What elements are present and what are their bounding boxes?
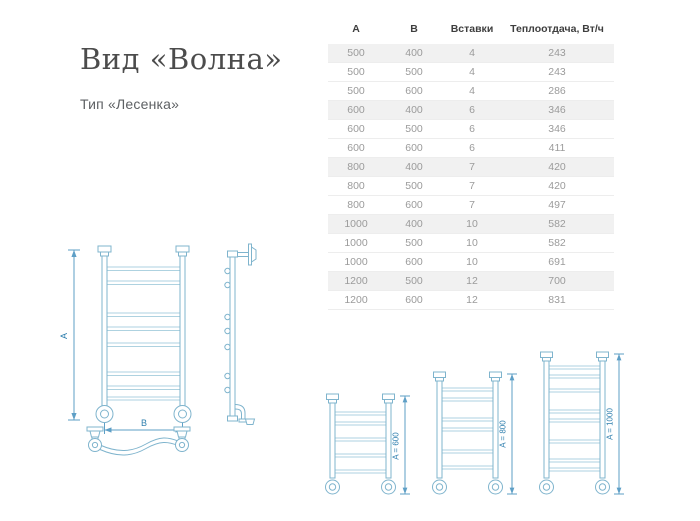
column-header-b: В — [410, 23, 418, 35]
table-cell-a: 500 — [347, 85, 365, 97]
table-cell-inserts: 10 — [466, 237, 478, 249]
table-cell-a: 1200 — [344, 294, 368, 306]
table-cell-output: 691 — [548, 256, 566, 268]
table-row — [328, 63, 614, 82]
bottom-fittings — [540, 480, 610, 494]
table-cell-a: 800 — [347, 199, 365, 211]
rungs — [334, 412, 387, 473]
top-fittings — [434, 372, 502, 381]
table-row — [328, 234, 614, 253]
table-row — [328, 196, 614, 215]
table-cell-output: 243 — [500, 44, 614, 63]
table-cell-output: 420 — [548, 180, 566, 192]
table-cell-output: 420 — [500, 158, 614, 177]
bottom-fittings — [433, 480, 503, 494]
spec-table-body — [328, 44, 614, 310]
front-view-drawing — [60, 238, 210, 436]
table-cell-inserts: 6 — [469, 123, 475, 135]
page-subtitle: Тип «Лесенка» — [80, 96, 180, 112]
table-cell-b: 400 — [384, 44, 444, 63]
bottom-fittings — [326, 480, 396, 494]
table-cell-inserts: 10 — [444, 215, 500, 234]
left-post — [102, 254, 107, 408]
table-row — [328, 120, 614, 139]
table-cell-b: 500 — [405, 123, 423, 135]
table-cell-b: 400 — [384, 215, 444, 234]
table-cell-a: 600 — [347, 123, 365, 135]
left-wall-mount — [87, 427, 103, 452]
table-cell-output: 700 — [500, 272, 614, 291]
dimension-a — [59, 250, 80, 420]
table-row — [328, 253, 614, 272]
table-cell-a: 1000 — [328, 215, 384, 234]
table-cell-inserts: 12 — [444, 272, 500, 291]
dimension-a — [606, 354, 625, 494]
top-fittings — [327, 394, 395, 403]
table-row — [328, 158, 614, 177]
table-cell-inserts: 7 — [444, 158, 500, 177]
table-cell-b: 600 — [405, 85, 423, 97]
table-cell-b: 400 — [384, 158, 444, 177]
table-cell-a: 1200 — [328, 272, 384, 291]
table-cell-b: 600 — [405, 142, 423, 154]
dimension-a — [392, 396, 411, 494]
table-cell-a: 800 — [328, 158, 384, 177]
table-cell-inserts: 7 — [469, 180, 475, 192]
table-cell-inserts: 12 — [466, 294, 478, 306]
table-cell-inserts: 4 — [469, 85, 475, 97]
right-wall-mount — [174, 427, 190, 452]
table-cell-inserts: 6 — [469, 142, 475, 154]
table-cell-inserts: 4 — [469, 66, 475, 78]
dimension-a — [499, 374, 518, 494]
table-cell-a: 1000 — [344, 256, 368, 268]
table-cell-b: 600 — [405, 199, 423, 211]
side-post — [230, 252, 235, 416]
table-row — [328, 101, 614, 120]
table-cell-output: 831 — [548, 294, 566, 306]
table-cell-a: 1000 — [344, 237, 368, 249]
rungs — [441, 388, 494, 469]
table-cell-b: 400 — [384, 101, 444, 120]
column-header-inserts: Вставки — [450, 23, 494, 35]
wave-profile-drawing — [80, 424, 210, 474]
table-cell-b: 600 — [405, 294, 423, 306]
spec-table-header — [328, 18, 614, 44]
table-cell-inserts: 10 — [466, 256, 478, 268]
table-row — [328, 139, 614, 158]
dimension-b-label: B — [140, 418, 148, 428]
wave-tube — [100, 438, 178, 455]
column-header-heat-output: Теплоотдача, Вт/ч — [510, 23, 604, 35]
size-variant-1000-drawing — [530, 346, 628, 500]
table-cell-output: 582 — [548, 237, 566, 249]
table-cell-output: 582 — [500, 215, 614, 234]
side-view-drawing — [211, 240, 261, 432]
spec-table — [328, 18, 614, 310]
table-row — [328, 82, 614, 101]
table-cell-inserts: 7 — [469, 199, 475, 211]
table-cell-b: 500 — [384, 272, 444, 291]
table-cell-output: 286 — [548, 85, 566, 97]
table-row — [328, 291, 614, 310]
dimension-a-label: A — [59, 332, 69, 340]
top-fittings — [98, 246, 189, 256]
table-row — [328, 272, 614, 291]
table-row — [328, 215, 614, 234]
table-cell-a: 600 — [347, 142, 365, 154]
dimension-label: A = 800 — [498, 420, 508, 448]
size-variant-600-drawing — [316, 388, 414, 500]
rungs — [548, 366, 601, 471]
table-cell-b: 500 — [405, 237, 423, 249]
table-cell-output: 497 — [548, 199, 566, 211]
table-cell-a: 500 — [347, 66, 365, 78]
table-cell-output: 346 — [548, 123, 566, 135]
table-row — [328, 177, 614, 196]
table-cell-b: 500 — [405, 180, 423, 192]
table-cell-inserts: 4 — [444, 44, 500, 63]
page-title: Вид «Волна» — [80, 42, 283, 76]
table-cell-a: 800 — [347, 180, 365, 192]
column-header-a: А — [352, 23, 360, 35]
table-cell-b: 600 — [405, 256, 423, 268]
table-cell-output: 411 — [548, 142, 566, 154]
table-cell-inserts: 6 — [444, 101, 500, 120]
dimension-label: A = 1000 — [605, 408, 615, 440]
rung-end-nubs — [225, 268, 230, 392]
table-cell-output: 346 — [500, 101, 614, 120]
top-fittings — [541, 352, 609, 361]
table-cell-output: 243 — [548, 66, 566, 78]
table-cell-b: 500 — [405, 66, 423, 78]
table-cell-a: 500 — [328, 44, 384, 63]
rungs — [106, 267, 181, 400]
table-cell-a: 600 — [328, 101, 384, 120]
table-row — [328, 44, 614, 63]
size-variant-800-drawing — [423, 366, 521, 500]
dimension-label: A = 600 — [391, 432, 401, 460]
right-post — [180, 254, 185, 408]
